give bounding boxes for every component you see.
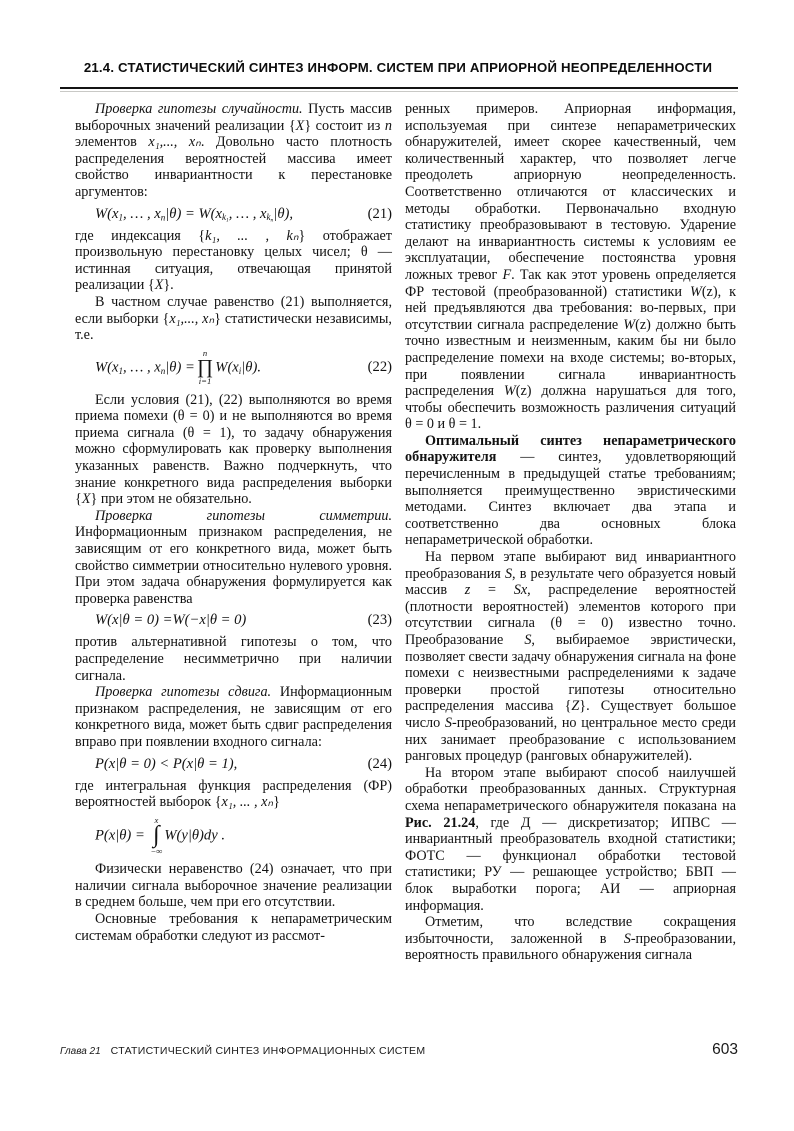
text-run: Физически неравенство (24) означает, что при наличии сигнала выборочное значение реализации в среднем больше, чем при его отсутствии. xyxy=(75,861,392,911)
text-run: = xyxy=(470,582,514,599)
italic-run: x₁, ... , xₙ xyxy=(221,794,274,811)
italic-run: Проверка гипотезы симметрии. xyxy=(95,507,392,524)
text-run: . Довольно часто плотность распределения вероятностей массива имеет свойство инвариантности к перестановке аргументов: xyxy=(75,134,392,200)
italic-run: S xyxy=(623,930,631,947)
left-column xyxy=(75,101,392,964)
italic-run: S xyxy=(504,565,513,582)
paragraph xyxy=(405,914,736,964)
italic-run: x₁,..., xₙ xyxy=(169,310,215,327)
italic-run: X xyxy=(154,277,164,294)
italic-run: Проверка гипотезы случайности. xyxy=(95,101,303,117)
text-run: , распределение вероятностей (плотности вероятностей) элементов которого при отсутствии сигнала (θ = 0) известно точно. Преобразование xyxy=(405,582,736,648)
text-run: Основные требования к непараметрическим системам обработки следуют из рассмот- xyxy=(75,910,392,944)
text-run: элементов xyxy=(75,134,149,151)
formula-body: P(x|θ) = x ∫ −∞ W(y|θ)dy . xyxy=(95,814,225,856)
text-run: Информационным признаком распределения, не зависящим от его конкретного вида, может быть свойство симметрии относительно нулевого уровня. При этом задача обнаружения формулируется как проверка равенства xyxy=(75,524,392,607)
paragraph xyxy=(75,228,392,294)
paragraph xyxy=(75,778,392,811)
text-run: -преобразований, но центральное место среди них занимает преобразование с использованием ранговых процедур (ранговых обнаружителей). xyxy=(405,714,736,765)
text-columns xyxy=(75,101,736,964)
italic-run: F xyxy=(502,266,512,283)
formula-body: W(x|θ = 0) =W(−x|θ = 0) xyxy=(95,612,247,629)
bold-run: Оптимальный синтез непараметрического обнаружителя xyxy=(405,432,736,466)
italic-run: Проверка гипотезы сдвига. xyxy=(95,684,272,701)
formula xyxy=(75,349,392,387)
italic-run: z xyxy=(464,582,471,599)
formula xyxy=(75,816,392,857)
right-column xyxy=(405,101,736,964)
text-run: , выбираемое эвристически, позволяет свести задачу обнаружения сигнала на фоне помехи с неизвестными распределениями к задаче проверки простой гипотезы относительно распределения массива { xyxy=(405,632,737,715)
formula-body: $W(x_1$, … , $x_n|\theta) = W(x_{k_1}$, … , $x_{k_n}|\theta$), xyxy=(95,205,294,224)
formula xyxy=(75,756,392,773)
header-rule-shadow xyxy=(60,91,738,92)
italic-run: Z xyxy=(571,698,580,715)
text-run: , в результате чего образуется новый массив xyxy=(405,565,736,599)
italic-run: S xyxy=(524,632,532,648)
paragraph xyxy=(75,392,392,508)
paragraph xyxy=(75,861,392,911)
text-run: } состоит из xyxy=(304,117,385,134)
running-title: СТАТИСТИЧЕСКИЙ СИНТЕЗ ИНФОРМАЦИОННЫХ СИСТЕМ xyxy=(110,1045,426,1057)
formula-body: P(x|θ = 0) < P(x|θ = 1), xyxy=(95,755,238,772)
page-footer xyxy=(60,1041,738,1059)
int-symbol: x ∫ −∞ xyxy=(150,814,163,856)
italic-run: n xyxy=(384,117,392,134)
text-run: против альтернативной гипотезы о том, что распределение несимметрично при наличии сигнала. xyxy=(75,634,392,684)
text-run: , где Д — дискретизатор; ИПВС — инвариантный преобразователь входной статистики; ФОТС — функционал обработки тестовой статистики; РУ — решающее устройство; БВП — блок выработки порога; АИ — априорная информация. xyxy=(405,814,736,914)
text-run: ренных примеров. Априорная информация, используемая при синтезе непараметрических обнаружителей, имеет скорее качественный, чем количественный характер, что позволяет легче преодолеть априорную неопределенность. Соответственно отличаются от классических и методы обработки. Первоначально входную статистику преобразовывают в тестовую. Ударение делают на инвариантность системы к условиям ее эксплуатации, обеспечение постоянства уровня ложных тревог xyxy=(405,101,736,283)
chapter-label: Глава 21 xyxy=(60,1046,101,1057)
text-run: -преобразовании, вероятность правильного обнаружения сигнала xyxy=(405,930,736,964)
paragraph xyxy=(405,549,736,765)
italic-run: S xyxy=(444,714,452,731)
italic-run: k₁, ... , kₙ xyxy=(205,227,299,244)
bold-run: Рис. 21.24 xyxy=(405,814,476,831)
text-run: } xyxy=(273,794,280,811)
header-rule xyxy=(60,87,738,89)
formula-body: $W(x_1$, … , $x_n|\theta$) = n ∏ i=1 $W(x_i|\theta)$. xyxy=(95,347,261,387)
text-run: Если условия (21), (22) выполняются во время приема помехи (θ = 0) и не выполняются во время приема сигнала (θ = 1), то задачу обнаружения можно сформулировать как проверку выполнения указанных равенств. Важно подчеркнуть, что знание конкретного вида распределения выборки { xyxy=(75,391,392,508)
paragraph xyxy=(75,911,392,944)
page-number: 603 xyxy=(712,1041,738,1058)
text-run: На первом этапе выбирают вид инвариантного преобразования xyxy=(405,549,736,582)
paragraph xyxy=(75,684,392,750)
formula xyxy=(75,206,392,223)
section-header: 21.4. СТАТИСТИЧЕСКИЙ СИНТЕЗ ИНФОРМ. СИСТЕМ ПРИ АПРИОРНОЙ НЕОПРЕДЕЛЕННОСТИ xyxy=(83,60,713,75)
text-run: В частном случае равенство (21) выполняется, если выборки { xyxy=(75,293,392,327)
text-run: — синтез, удовлетворяющий перечисленным в предыдущей статье требованиям; выполняется преимущественно эвристическими методами. Синтез включает два этапа и соответственно два основных блока непараметрической обработки. xyxy=(405,449,736,549)
italic-run: W xyxy=(503,383,516,400)
text-run: где интегральная функция распределения (ФР) вероятностей выборок { xyxy=(75,777,392,811)
italic-run: x₁,..., xₙ xyxy=(148,134,201,151)
paragraph xyxy=(405,433,736,549)
text-run: где индексация { xyxy=(75,227,206,244)
paragraph xyxy=(75,294,392,344)
italic-run: W xyxy=(623,316,636,333)
text-run: На втором этапе выбирают способ наилучшей обработки преобразованных данных. Структурная схема непараметрического обнаружителя показана на xyxy=(405,764,736,814)
text-run: . Так как этот уровень определяется ФР тестовой (преобразованной) статистики xyxy=(405,266,736,300)
paragraph xyxy=(405,101,736,433)
formula xyxy=(75,612,392,629)
prod-symbol: n ∏ i=1 xyxy=(196,347,214,387)
paragraph xyxy=(405,765,736,914)
text-run: }. xyxy=(163,277,174,294)
paragraph xyxy=(75,101,392,201)
text-run: (z) должно быть точно известным и неизменным, каким бы ни было распределение помехи на входе системы; во-вторых, при появлении сигнала инвариантность распределения xyxy=(405,316,736,400)
text-run: Пусть массив выборочных значений реализации { xyxy=(75,101,393,134)
italic-run: X xyxy=(81,491,91,508)
text-run: } отображает произвольную перестановку целых чисел; θ — истинная ситуация, отвечающая принятой реализации { xyxy=(75,227,392,294)
text-run: Отметим, что вследствие сокращения избыточности, заложенной в xyxy=(405,914,736,947)
italic-run: X xyxy=(295,117,305,134)
text-run: } статистически независимы, т.е. xyxy=(75,310,392,344)
equation-number: (24) xyxy=(367,755,392,772)
text-run: } при этом не обязательно. xyxy=(90,491,252,508)
text-run: Информационным признаком распределения, не зависящим от его конкретного вида, может быть сдвиг распределения вправо при появлении входного сигнала: xyxy=(75,684,393,750)
text-run: }. Существует большое число xyxy=(405,698,736,731)
italic-run: W xyxy=(690,283,702,300)
equation-number: (22) xyxy=(367,359,392,376)
paragraph xyxy=(75,634,392,684)
text-run: (z) должна нарушаться для того, чтобы обеспечить возможность различения ситуаций θ = 0 и θ = 1. xyxy=(405,383,736,433)
paragraph xyxy=(75,508,392,608)
equation-number: (21) xyxy=(367,205,392,222)
italic-run: Sx xyxy=(513,582,528,599)
text-run: (z), к ней предъявляются два требования: во-первых, при отсутствии сигнала распределение xyxy=(405,283,737,333)
equation-number: (23) xyxy=(367,612,392,629)
